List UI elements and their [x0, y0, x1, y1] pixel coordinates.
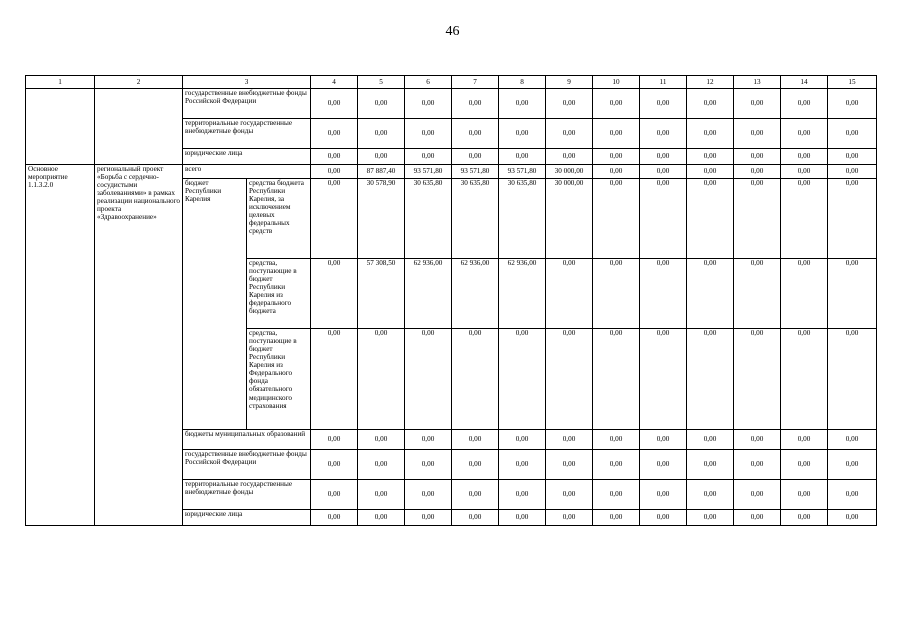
value-cell: 0,00 [593, 179, 640, 259]
row-label: государственные внебюджетные фонды Российской Федерации [183, 89, 311, 119]
header-cell: 12 [687, 76, 734, 89]
value-cell: 93 571,80 [452, 165, 499, 179]
value-cell: 0,00 [499, 329, 546, 430]
value-cell: 0,00 [687, 119, 734, 149]
value-cell: 0,00 [546, 510, 593, 526]
value-cell: 0,00 [734, 430, 781, 450]
value-cell: 0,00 [593, 480, 640, 510]
value-cell: 0,00 [781, 329, 828, 430]
value-cell: 0,00 [405, 119, 452, 149]
value-cell: 0,00 [640, 329, 687, 430]
value-cell: 30 635,80 [405, 179, 452, 259]
value-cell: 0,00 [781, 480, 828, 510]
value-cell: 0,00 [781, 119, 828, 149]
value-cell: 0,00 [405, 450, 452, 480]
value-cell: 0,00 [687, 179, 734, 259]
value-cell: 0,00 [311, 179, 358, 259]
value-cell: 0,00 [546, 89, 593, 119]
value-cell: 0,00 [828, 119, 877, 149]
value-cell: 0,00 [405, 480, 452, 510]
value-cell: 0,00 [734, 329, 781, 430]
value-cell: 0,00 [828, 149, 877, 165]
header-cell: 3 [183, 76, 311, 89]
row-label: территориальные государственные внебюджетные фонды [183, 480, 311, 510]
header-cell: 5 [358, 76, 405, 89]
value-cell: 0,00 [358, 430, 405, 450]
value-cell: 0,00 [828, 329, 877, 430]
funding-table [25, 75, 877, 526]
value-cell: 0,00 [734, 89, 781, 119]
value-cell: 0,00 [499, 480, 546, 510]
value-cell: 0,00 [640, 179, 687, 259]
value-cell: 0,00 [452, 329, 499, 430]
value-cell: 0,00 [499, 430, 546, 450]
header-cell: 13 [734, 76, 781, 89]
value-cell: 0,00 [311, 149, 358, 165]
header-cell: 4 [311, 76, 358, 89]
value-cell: 0,00 [358, 510, 405, 526]
header-row [26, 76, 877, 89]
value-cell: 0,00 [593, 149, 640, 165]
row-label: средства, поступающие в бюджет Республики Карелия из федерального бюджета [247, 259, 311, 329]
table-row [26, 165, 877, 179]
value-cell: 0,00 [499, 149, 546, 165]
value-cell: 0,00 [593, 89, 640, 119]
row-label: бюджеты муниципальных образований [183, 430, 311, 450]
value-cell: 0,00 [640, 510, 687, 526]
value-cell: 0,00 [405, 510, 452, 526]
value-cell: 0,00 [781, 259, 828, 329]
value-cell: 0,00 [734, 510, 781, 526]
value-cell: 0,00 [405, 329, 452, 430]
value-cell: 0,00 [828, 510, 877, 526]
header-cell: 15 [828, 76, 877, 89]
value-cell: 0,00 [781, 430, 828, 450]
value-cell: 0,00 [452, 89, 499, 119]
row-label: территориальные государственные внебюджетные фонды [183, 119, 311, 149]
value-cell: 0,00 [311, 480, 358, 510]
value-cell: 0,00 [499, 89, 546, 119]
header-cell: 9 [546, 76, 593, 89]
row-label: юридические лица [183, 510, 311, 526]
value-cell: 0,00 [687, 480, 734, 510]
value-cell: 0,00 [593, 119, 640, 149]
value-cell: 0,00 [687, 510, 734, 526]
value-cell: 0,00 [358, 480, 405, 510]
value-cell: 0,00 [781, 450, 828, 480]
value-cell: 62 936,00 [405, 259, 452, 329]
value-cell: 0,00 [405, 430, 452, 450]
value-cell: 0,00 [734, 480, 781, 510]
empty-cell [26, 89, 95, 165]
value-cell: 0,00 [452, 450, 499, 480]
value-cell: 0,00 [405, 89, 452, 119]
header-cell: 11 [640, 76, 687, 89]
value-cell: 30 635,80 [499, 179, 546, 259]
value-cell: 0,00 [734, 149, 781, 165]
value-cell: 0,00 [687, 430, 734, 450]
value-cell: 0,00 [311, 329, 358, 430]
value-cell: 0,00 [687, 89, 734, 119]
value-cell: 0,00 [593, 259, 640, 329]
value-cell: 0,00 [452, 430, 499, 450]
value-cell: 30 000,00 [546, 179, 593, 259]
value-cell: 30 578,90 [358, 179, 405, 259]
value-cell: 0,00 [828, 259, 877, 329]
value-cell: 0,00 [640, 430, 687, 450]
value-cell: 0,00 [781, 510, 828, 526]
value-cell: 30 635,80 [452, 179, 499, 259]
value-cell: 0,00 [358, 149, 405, 165]
value-cell: 0,00 [828, 165, 877, 179]
value-cell: 0,00 [828, 450, 877, 480]
value-cell: 0,00 [640, 165, 687, 179]
value-cell: 0,00 [499, 510, 546, 526]
row-label: средства, поступающие в бюджет Республики Карелия из Федерального фонда обязательного медицинского страхования [247, 329, 311, 430]
value-cell: 0,00 [781, 89, 828, 119]
header-cell: 7 [452, 76, 499, 89]
value-cell: 0,00 [687, 149, 734, 165]
row-label: всего [183, 165, 311, 179]
value-cell: 93 571,80 [499, 165, 546, 179]
value-cell: 0,00 [640, 450, 687, 480]
value-cell: 0,00 [640, 480, 687, 510]
value-cell: 87 887,40 [358, 165, 405, 179]
empty-cell [95, 89, 183, 165]
value-cell: 0,00 [358, 450, 405, 480]
budget-label: бюджет Республики Карелия [183, 179, 247, 430]
value-cell: 0,00 [311, 259, 358, 329]
value-cell: 0,00 [640, 149, 687, 165]
value-cell: 0,00 [546, 259, 593, 329]
value-cell: 0,00 [734, 259, 781, 329]
value-cell: 0,00 [311, 430, 358, 450]
value-cell: 62 936,00 [499, 259, 546, 329]
value-cell: 30 000,00 [546, 165, 593, 179]
value-cell: 0,00 [640, 89, 687, 119]
header-cell: 1 [26, 76, 95, 89]
value-cell: 0,00 [311, 119, 358, 149]
row-label: средства бюджета Республики Карелия, за исключением целевых федеральных средств [247, 179, 311, 259]
value-cell: 0,00 [828, 179, 877, 259]
value-cell: 0,00 [452, 510, 499, 526]
value-cell: 62 936,00 [452, 259, 499, 329]
row-label: государственные внебюджетные фонды Российской Федерации [183, 450, 311, 480]
value-cell: 0,00 [452, 480, 499, 510]
value-cell: 0,00 [734, 179, 781, 259]
value-cell: 0,00 [781, 165, 828, 179]
value-cell: 0,00 [593, 430, 640, 450]
value-cell: 0,00 [546, 329, 593, 430]
value-cell: 0,00 [781, 179, 828, 259]
value-cell: 0,00 [358, 89, 405, 119]
value-cell: 0,00 [311, 89, 358, 119]
value-cell: 0,00 [828, 89, 877, 119]
value-cell: 0,00 [687, 450, 734, 480]
value-cell: 0,00 [405, 149, 452, 165]
value-cell: 0,00 [452, 119, 499, 149]
value-cell: 0,00 [734, 165, 781, 179]
table-row [26, 89, 877, 119]
value-cell: 0,00 [593, 165, 640, 179]
value-cell: 0,00 [358, 329, 405, 430]
page-number: 46 [445, 24, 460, 39]
value-cell: 0,00 [593, 450, 640, 480]
value-cell: 0,00 [546, 450, 593, 480]
value-cell: 0,00 [452, 149, 499, 165]
value-cell: 0,00 [640, 119, 687, 149]
header-cell: 8 [499, 76, 546, 89]
value-cell: 0,00 [546, 149, 593, 165]
value-cell: 0,00 [734, 119, 781, 149]
value-cell: 0,00 [687, 165, 734, 179]
value-cell: 0,00 [593, 510, 640, 526]
value-cell: 0,00 [311, 510, 358, 526]
value-cell: 0,00 [828, 480, 877, 510]
value-cell: 0,00 [593, 329, 640, 430]
value-cell: 0,00 [640, 259, 687, 329]
value-cell: 57 308,50 [358, 259, 405, 329]
value-cell: 0,00 [546, 430, 593, 450]
value-cell: 0,00 [546, 119, 593, 149]
value-cell: 0,00 [499, 450, 546, 480]
value-cell: 0,00 [687, 259, 734, 329]
value-cell: 0,00 [499, 119, 546, 149]
value-cell: 93 571,80 [405, 165, 452, 179]
value-cell: 0,00 [781, 149, 828, 165]
header-cell: 14 [781, 76, 828, 89]
value-cell: 0,00 [311, 165, 358, 179]
value-cell: 0,00 [828, 430, 877, 450]
value-cell: 0,00 [311, 450, 358, 480]
value-cell: 0,00 [358, 119, 405, 149]
value-cell: 0,00 [734, 450, 781, 480]
event-name: Основное мероприятие 1.1.3.2.0 [26, 165, 95, 526]
header-cell: 2 [95, 76, 183, 89]
row-label: юридические лица [183, 149, 311, 165]
header-cell: 6 [405, 76, 452, 89]
value-cell: 0,00 [546, 480, 593, 510]
header-cell: 10 [593, 76, 640, 89]
value-cell: 0,00 [687, 329, 734, 430]
project-name: региональный проект «Борьба с сердечно-сосудистыми заболеваниями» в рамках реализации национального проекта «Здравоохранение» [95, 165, 183, 526]
